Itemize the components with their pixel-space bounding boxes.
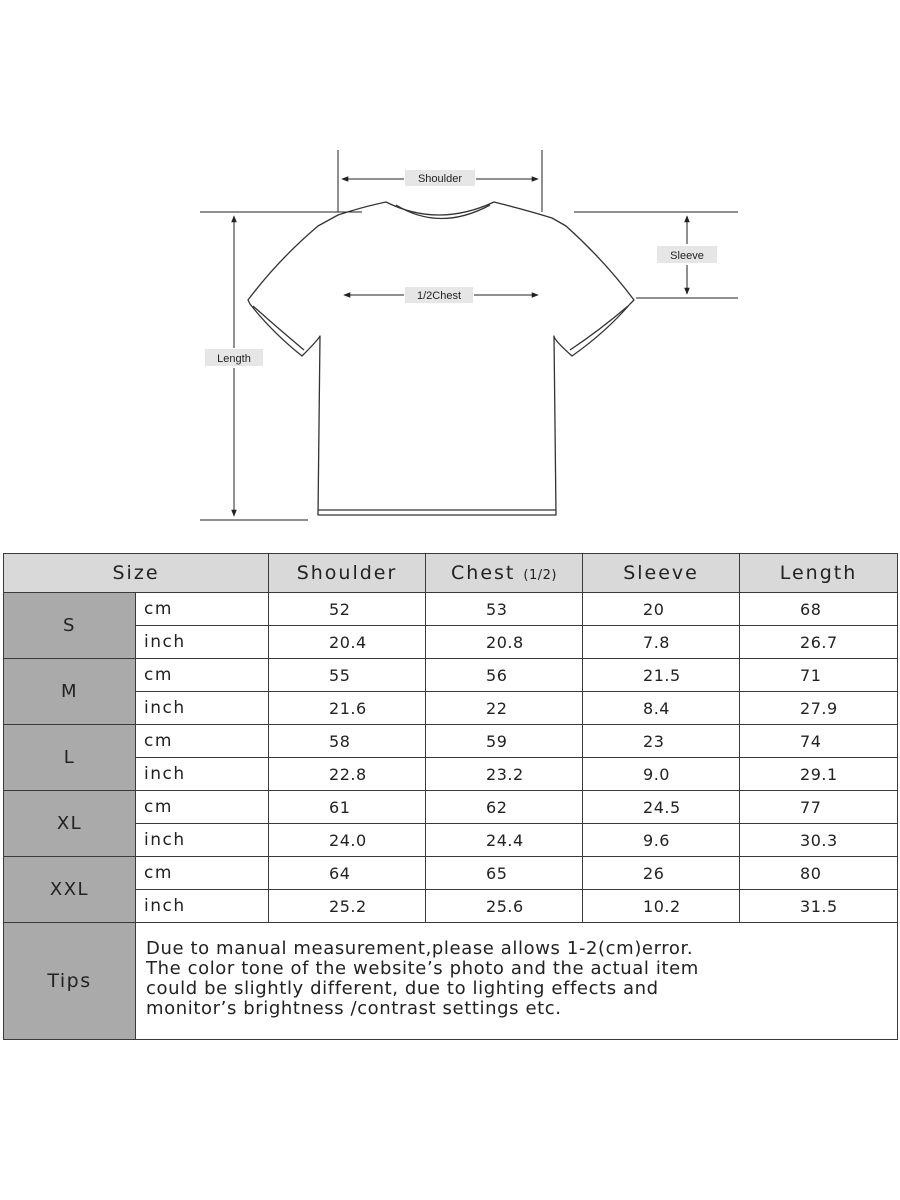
chest-label: 1/2Chest bbox=[416, 290, 462, 302]
tshirt-measurement-diagram bbox=[0, 0, 900, 540]
size-label: M bbox=[4, 659, 136, 725]
measurement-value: 24.0 bbox=[269, 824, 426, 857]
measurement-value: 27.9 bbox=[740, 692, 898, 725]
header-chest-label: Chest bbox=[451, 562, 516, 584]
measurement-value: 20.8 bbox=[426, 626, 583, 659]
table-row bbox=[4, 593, 898, 626]
shoulder-label: Shoulder bbox=[417, 173, 463, 185]
measurement-value: 64 bbox=[269, 857, 426, 890]
measurement-value: 23 bbox=[583, 725, 740, 758]
measurement-value: 65 bbox=[426, 857, 583, 890]
tips-line: could be slightly different, due to lighting effects and bbox=[146, 978, 659, 999]
measurement-value: 62 bbox=[426, 791, 583, 824]
measurement-value: 58 bbox=[269, 725, 426, 758]
table-row bbox=[4, 626, 898, 659]
unit-label: cm bbox=[136, 791, 269, 824]
measurement-value: 9.0 bbox=[583, 758, 740, 791]
measurement-value: 20.4 bbox=[269, 626, 426, 659]
measurement-value: 26 bbox=[583, 857, 740, 890]
header-chest bbox=[426, 554, 583, 593]
header-shoulder: Shoulder bbox=[269, 554, 426, 593]
measurement-value: 24.4 bbox=[426, 824, 583, 857]
measurement-value: 20 bbox=[583, 593, 740, 626]
measurement-value: 52 bbox=[269, 593, 426, 626]
tips-line: monitor’s brightness /contrast settings etc. bbox=[146, 998, 562, 1019]
measurement-value: 22.8 bbox=[269, 758, 426, 791]
table-row bbox=[4, 692, 898, 725]
measurement-value: 31.5 bbox=[740, 890, 898, 923]
table-header-row bbox=[4, 554, 898, 593]
tips-label: Tips bbox=[4, 923, 136, 1040]
measurement-value: 8.4 bbox=[583, 692, 740, 725]
unit-label: inch bbox=[136, 626, 269, 659]
table-body bbox=[4, 593, 898, 923]
unit-label: cm bbox=[136, 659, 269, 692]
unit-label: cm bbox=[136, 593, 269, 626]
unit-label: inch bbox=[136, 890, 269, 923]
size-label: XXL bbox=[4, 857, 136, 923]
measurement-value: 30.3 bbox=[740, 824, 898, 857]
measurement-value: 23.2 bbox=[426, 758, 583, 791]
tips-row bbox=[4, 923, 898, 1040]
header-chest-suffix: (1/2) bbox=[523, 568, 557, 583]
measurement-value: 53 bbox=[426, 593, 583, 626]
measurement-value: 59 bbox=[426, 725, 583, 758]
tips-line: Due to manual measurement,please allows 1-2(cm)error. bbox=[146, 938, 694, 959]
measurement-value: 74 bbox=[740, 725, 898, 758]
measurement-value: 61 bbox=[269, 791, 426, 824]
measurement-value: 21.6 bbox=[269, 692, 426, 725]
measurement-value: 22 bbox=[426, 692, 583, 725]
sleeve-label: Sleeve bbox=[670, 250, 704, 262]
measurement-value: 55 bbox=[269, 659, 426, 692]
table-row bbox=[4, 890, 898, 923]
header-length: Length bbox=[740, 554, 898, 593]
tshirt-outline bbox=[248, 202, 634, 515]
measurement-value: 25.2 bbox=[269, 890, 426, 923]
unit-label: inch bbox=[136, 758, 269, 791]
header-size: Size bbox=[4, 554, 269, 593]
measurement-value: 9.6 bbox=[583, 824, 740, 857]
measurement-value: 24.5 bbox=[583, 791, 740, 824]
unit-label: inch bbox=[136, 824, 269, 857]
table-row bbox=[4, 725, 898, 758]
header-sleeve: Sleeve bbox=[583, 554, 740, 593]
table-row bbox=[4, 857, 898, 890]
size-label: XL bbox=[4, 791, 136, 857]
tips-line: The color tone of the website’s photo and the actual item bbox=[146, 958, 699, 979]
length-label: Length bbox=[217, 353, 251, 365]
measurement-value: 80 bbox=[740, 857, 898, 890]
unit-label: cm bbox=[136, 857, 269, 890]
measurement-value: 56 bbox=[426, 659, 583, 692]
size-chart-table bbox=[3, 553, 898, 1040]
table-row bbox=[4, 659, 898, 692]
size-label: L bbox=[4, 725, 136, 791]
measurement-value: 25.6 bbox=[426, 890, 583, 923]
tips-text bbox=[136, 923, 898, 1040]
table-row bbox=[4, 791, 898, 824]
measurement-value: 68 bbox=[740, 593, 898, 626]
table-row bbox=[4, 824, 898, 857]
size-label: S bbox=[4, 593, 136, 659]
table-row bbox=[4, 758, 898, 791]
measurement-value: 77 bbox=[740, 791, 898, 824]
unit-label: inch bbox=[136, 692, 269, 725]
measurement-value: 21.5 bbox=[583, 659, 740, 692]
measurement-value: 26.7 bbox=[740, 626, 898, 659]
measurement-value: 71 bbox=[740, 659, 898, 692]
measurement-value: 29.1 bbox=[740, 758, 898, 791]
measurement-value: 10.2 bbox=[583, 890, 740, 923]
measurement-value: 7.8 bbox=[583, 626, 740, 659]
unit-label: cm bbox=[136, 725, 269, 758]
